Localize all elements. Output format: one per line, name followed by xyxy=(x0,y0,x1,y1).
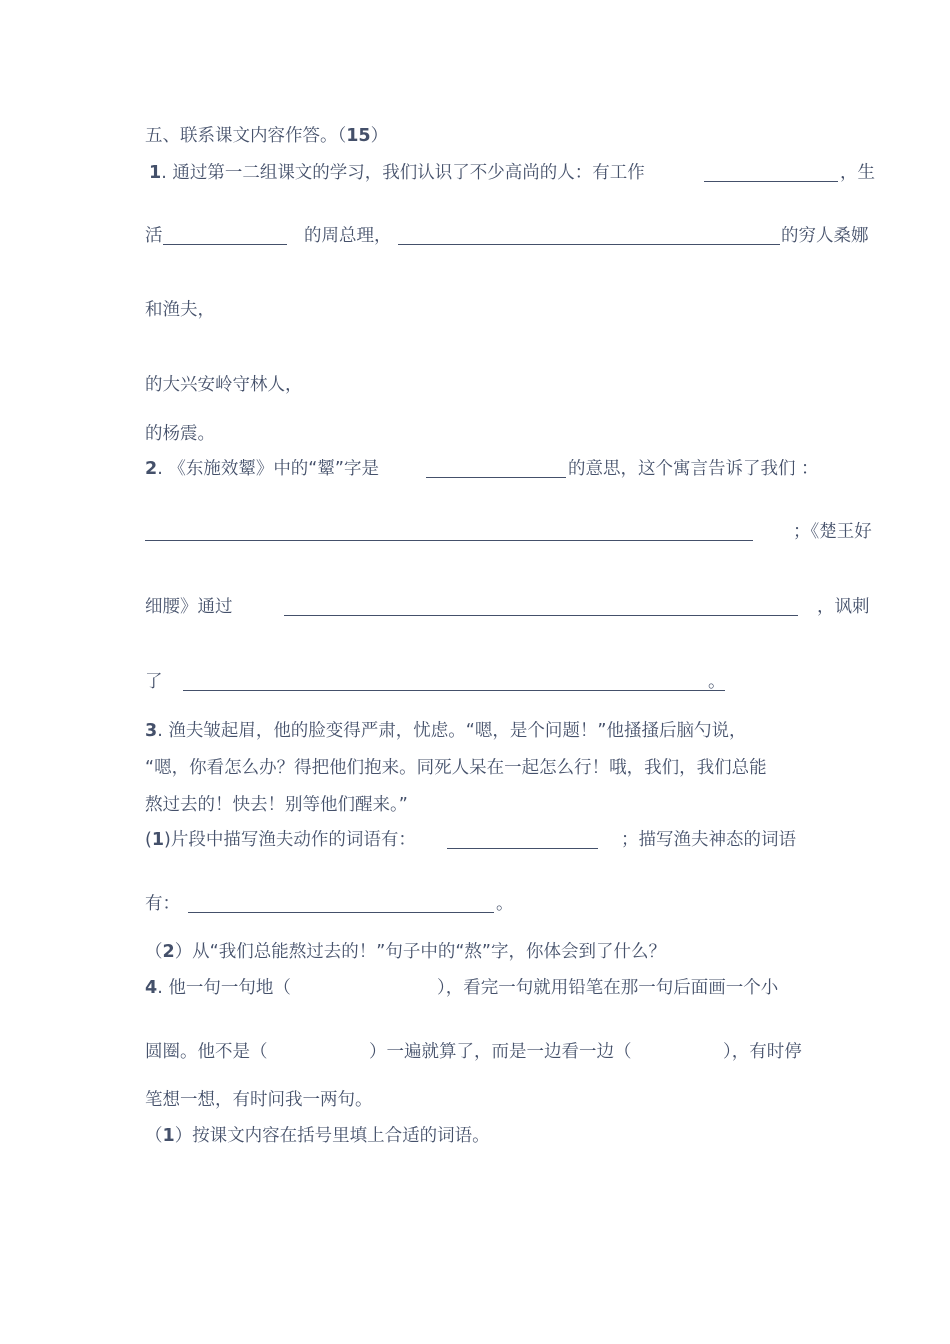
q1-line2a: 活 xyxy=(145,226,163,246)
q3-sub2-number: 2 xyxy=(162,942,175,962)
q1-line1 xyxy=(149,161,645,185)
section-heading xyxy=(145,124,388,148)
q3-sub2 xyxy=(145,940,666,964)
q4-line1a xyxy=(145,976,291,1000)
q4-line2a: 圆圈。他不是（ xyxy=(145,1042,268,1062)
q2-blank-lesson[interactable] xyxy=(145,522,753,541)
q3-para1 xyxy=(145,719,746,743)
q1-blank-work[interactable] xyxy=(704,163,838,182)
q3-blank-action[interactable] xyxy=(447,830,598,849)
q3-sub1d: 。 xyxy=(496,894,514,914)
q1-blank-life[interactable] xyxy=(163,226,287,245)
section-title: 五、联系课文内容作答。（ xyxy=(145,126,347,146)
q2-blank-pin[interactable] xyxy=(426,459,566,478)
q1-line2b: 的周总理， xyxy=(304,226,392,246)
q3-sub1 xyxy=(145,828,416,852)
q2-line1a xyxy=(145,457,379,481)
section-close: ） xyxy=(370,126,389,146)
q3-sub1-text: )片段中描写渔夫动作的词语有： xyxy=(164,830,416,850)
q3-sub2-open: （ xyxy=(145,942,163,962)
q4-line2b: ）一遍就算了，而是一边看一边（ xyxy=(369,1042,632,1062)
q1-line5: 的杨震。 xyxy=(145,424,215,444)
q4-number: 4 xyxy=(145,978,158,998)
q1-line3: 和渔夫， xyxy=(145,300,215,320)
q2-line3a: 细腰》通过 xyxy=(145,597,233,617)
q2-text1: . 《东施效颦》中的“颦”字是 xyxy=(157,459,379,479)
q1-text1: . 通过第一二组课文的学习，我们认识了不少高尚的人：有工作 xyxy=(161,163,645,183)
q3-para3: 熬过去的！快去！别等他们醒来。” xyxy=(145,795,408,815)
q1-number: 1 xyxy=(149,163,162,183)
q4-sub1-text: ）按课文内容在括号里填上合适的词语。 xyxy=(174,1126,490,1146)
q3-text1: . 渔夫皱起眉，他的脸变得严肃，忧虑。“嗯，是个问题！”他搔搔后脑勺说， xyxy=(157,721,747,741)
q3-sub2-text: ）从“我们总能熬过去的！”句子中的“熬”字，你体会到了什么？ xyxy=(174,942,666,962)
q2-line4b: 。 xyxy=(708,672,726,692)
q3-sub1c: 有： xyxy=(145,894,180,914)
q2-blank-satire[interactable] xyxy=(183,672,725,691)
q1-line2c: 的穷人桑娜 xyxy=(781,226,869,246)
q3-sub1b: ；描写渔夫神态的词语 xyxy=(621,830,796,850)
q2-blank-through[interactable] xyxy=(284,597,798,616)
q1-end1: ，生 xyxy=(840,163,875,183)
q3-sub1-number: 1 xyxy=(151,830,165,850)
q4-sub1-number: 1 xyxy=(162,1126,175,1146)
q3-sub1-open: ( xyxy=(145,830,152,850)
q2-line4a: 了 xyxy=(145,672,163,692)
q2-line3b: ，讽刺 xyxy=(817,597,870,617)
q3-number: 3 xyxy=(145,721,158,741)
q3-blank-expression[interactable] xyxy=(188,894,494,913)
q4-sub1-open: （ xyxy=(145,1126,163,1146)
q4-line3: 笔想一想，有时问我一两句。 xyxy=(145,1090,373,1110)
q3-para2: “嗯，你看怎么办？得把他们抱来。同死人呆在一起怎么行！哦，我们，我们总能 xyxy=(145,758,767,778)
q4-sub1 xyxy=(145,1124,490,1148)
section-score: 15 xyxy=(346,126,371,146)
q1-blank-sangna[interactable] xyxy=(398,226,780,245)
q2-line1b: 的意思，这个寓言告诉了我们 ： xyxy=(568,459,819,479)
q4-line1b: ），看完一句就用铅笔在那一句后面画一个小 xyxy=(437,978,779,998)
q4-line2c: ），有时停 xyxy=(723,1042,802,1062)
q1-line4: 的大兴安岭守林人， xyxy=(145,375,303,395)
q2-number: 2 xyxy=(145,459,158,479)
q4-text1: . 他一句一句地（ xyxy=(157,978,291,998)
q2-line2: ；《楚王好 xyxy=(793,522,872,542)
